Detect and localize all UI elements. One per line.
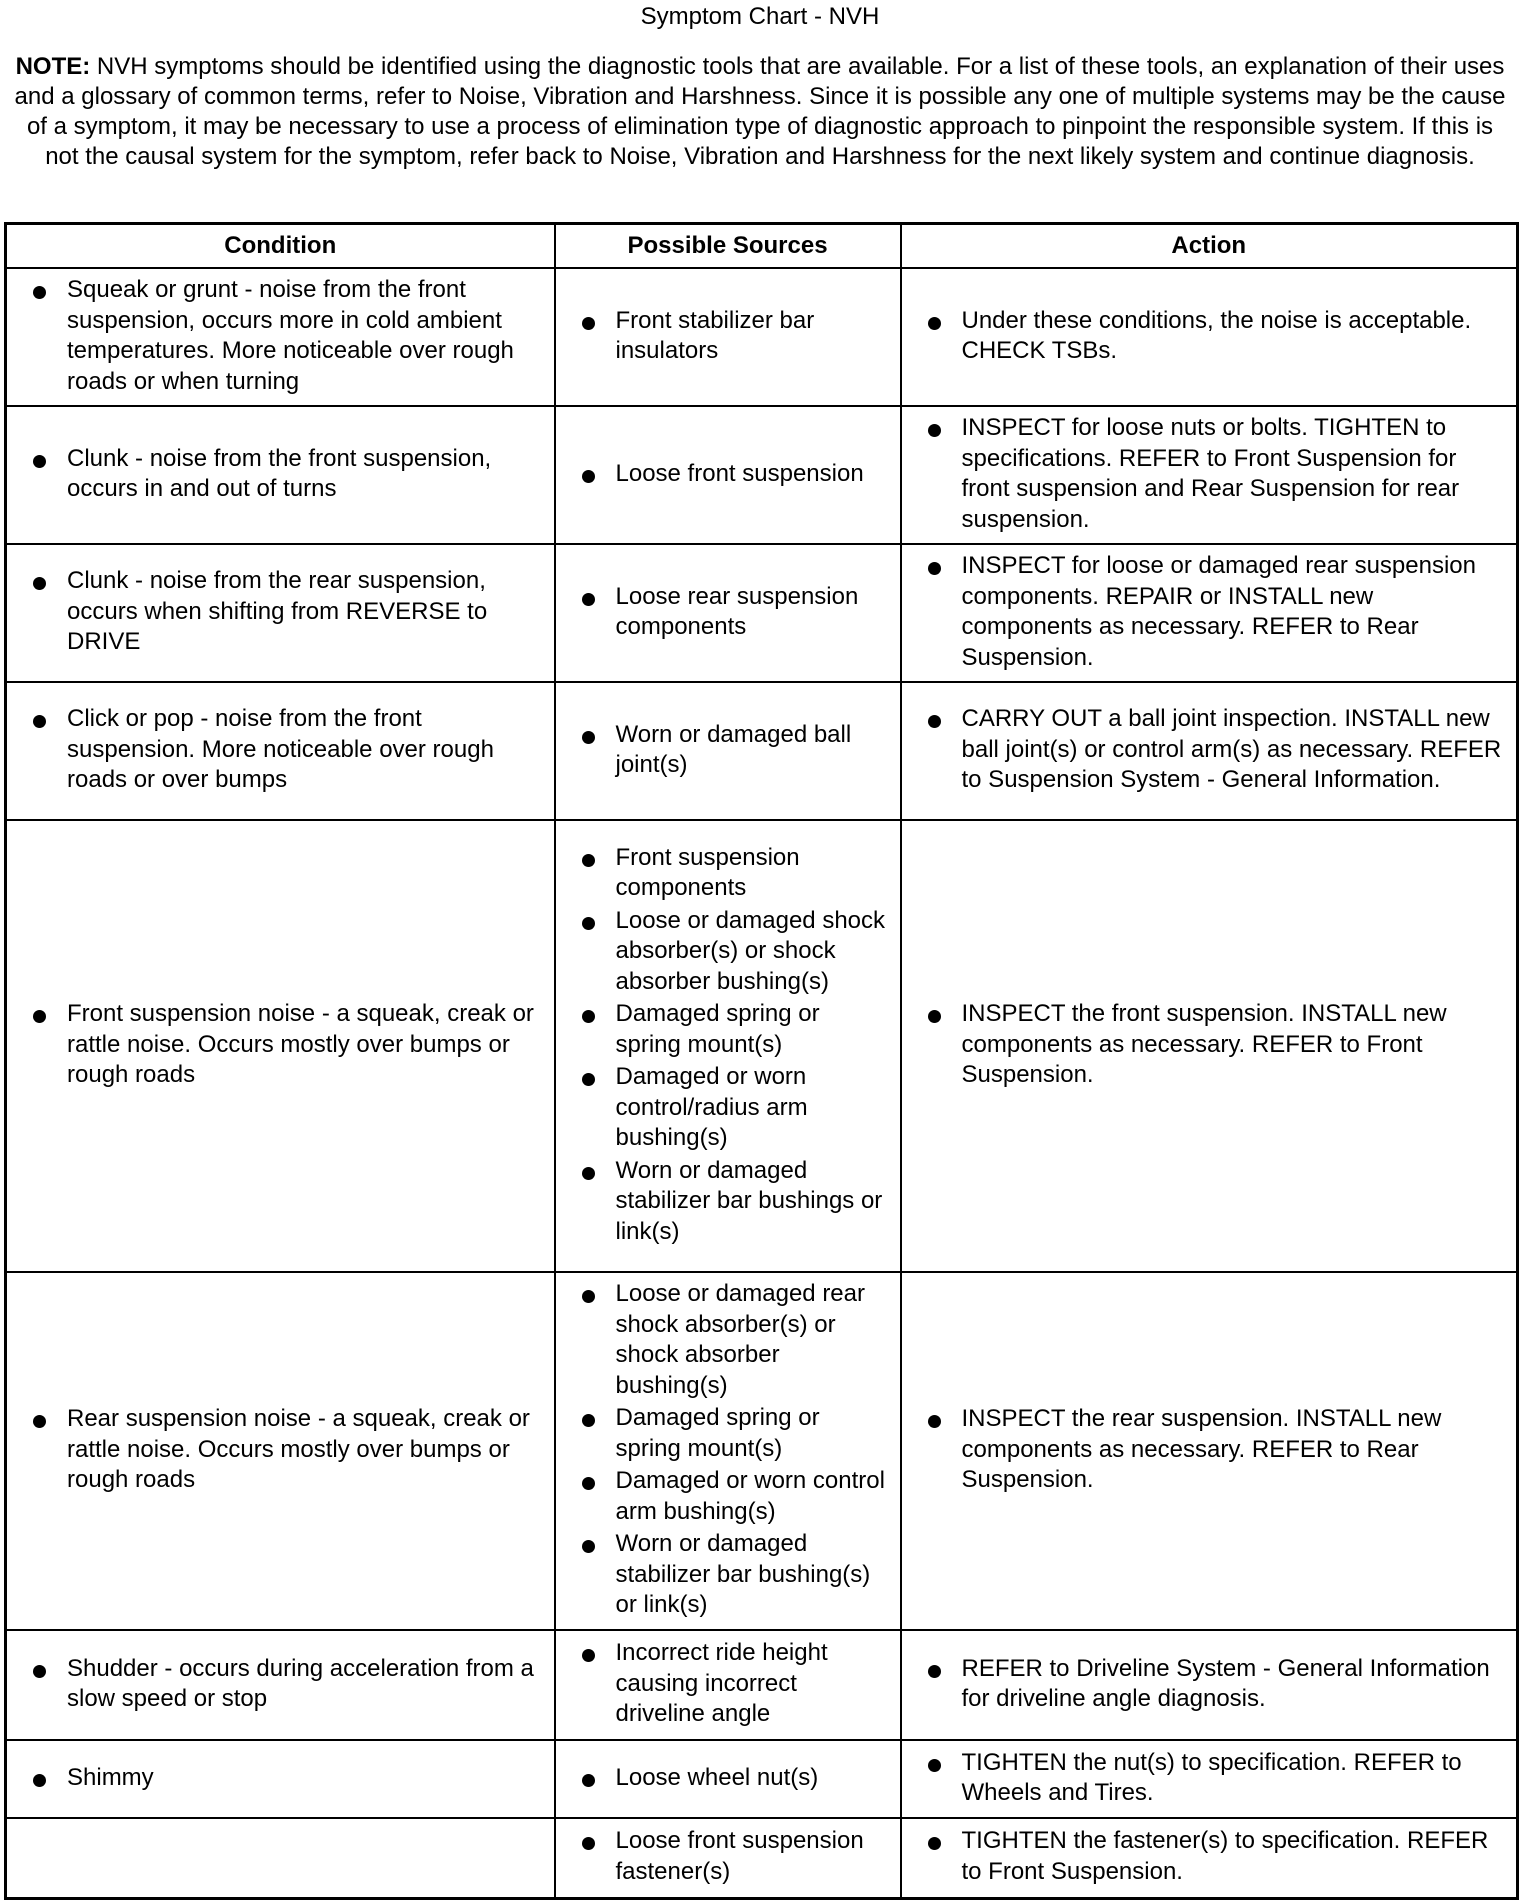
bullet-list [914,999,1507,1091]
list-item: Loose front suspension fastener(s) [568,1826,890,1887]
bullet-list [914,306,1507,367]
condition-cell [6,406,555,544]
list-item: CARRY OUT a ball joint inspection. INSTALL new ball joint(s) or control arm(s) as necessary. REFER to Suspension System - General Information. [914,704,1507,796]
table-row [6,1818,1518,1898]
bullet-list [19,566,544,658]
list-item: Damaged spring or spring mount(s) [568,999,890,1060]
bullet-list [568,459,890,490]
list-item: INSPECT for loose nuts or bolts. TIGHTEN to specifications. REFER to Front Suspension for front suspension and Rear Suspension for rear suspension. [914,413,1507,535]
list-item: REFER to Driveline System - General Information for driveline angle diagnosis. [914,1654,1507,1715]
header-action: Action [901,224,1518,269]
page-title: Symptom Chart - NVH [640,3,880,30]
list-item: Loose front suspension [568,459,890,490]
bullet-list [19,275,544,397]
condition-cell [6,544,555,682]
list-item: Loose or damaged shock absorber(s) or shock absorber bushing(s) [568,906,890,998]
action-cell [901,1272,1518,1630]
condition-cell [6,682,555,820]
list-item: Loose wheel nut(s) [568,1763,890,1794]
bullet-list [568,1279,890,1621]
action-cell [901,820,1518,1272]
list-item: INSPECT for loose or damaged rear suspension components. REPAIR or INSTALL new components as necessary. REFER to Rear Suspension. [914,551,1507,673]
table-row [6,406,1518,544]
bullet-list [19,1654,544,1715]
bullet-list [914,413,1507,535]
bullet-list [568,1638,890,1730]
list-item: Worn or damaged stabilizer bar bushing(s) or link(s) [568,1529,890,1621]
list-item: Loose rear suspension components [568,582,890,643]
possible-sources-cell [555,682,901,820]
list-item: Incorrect ride height causing incorrect driveline angle [568,1638,890,1730]
list-item: Worn or damaged stabilizer bar bushings or link(s) [568,1156,890,1248]
list-item: Under these conditions, the noise is acceptable. CHECK TSBs. [914,306,1507,367]
action-cell [901,1818,1518,1898]
action-cell [901,544,1518,682]
note-label: NOTE: [15,53,91,80]
possible-sources-cell [555,820,901,1272]
possible-sources-cell [555,268,901,406]
list-item: Shudder - occurs during acceleration from a slow speed or stop [19,1654,544,1715]
list-item: Front stabilizer bar insulators [568,306,890,367]
list-item: TIGHTEN the nut(s) to specification. REFER to Wheels and Tires. [914,1748,1507,1809]
table-row [6,1272,1518,1630]
bullet-list [19,704,544,796]
bullet-list [19,999,544,1091]
bullet-list [568,720,890,781]
condition-cell [6,1818,555,1898]
possible-sources-cell [555,406,901,544]
condition-cell [6,1272,555,1630]
bullet-list [914,1748,1507,1809]
list-item: Front suspension components [568,843,890,904]
list-item: Damaged or worn control/radius arm bushing(s) [568,1062,890,1154]
list-item: Worn or damaged ball joint(s) [568,720,890,781]
action-cell [901,1630,1518,1740]
list-item: Loose or damaged rear shock absorber(s) or shock absorber bushing(s) [568,1279,890,1401]
action-cell [901,682,1518,820]
bullet-list [19,1763,544,1794]
bullet-list [914,1654,1507,1715]
table-row [6,544,1518,682]
bullet-list [568,843,890,1248]
bullet-list [914,1404,1507,1496]
table-row [6,820,1518,1272]
bullet-list [19,1404,544,1496]
bullet-list [914,551,1507,673]
list-item: Rear suspension noise - a squeak, creak or rattle noise. Occurs mostly over bumps or rough roads [19,1404,544,1496]
list-item: TIGHTEN the fastener(s) to specification. REFER to Front Suspension. [914,1826,1507,1887]
action-cell [901,406,1518,544]
action-cell [901,1740,1518,1818]
bullet-list [568,1763,890,1794]
bullet-list [568,1826,890,1887]
list-item: INSPECT the rear suspension. INSTALL new components as necessary. REFER to Rear Suspension. [914,1404,1507,1496]
table-row [6,1630,1518,1740]
table-row [6,1740,1518,1818]
list-item: Front suspension noise - a squeak, creak or rattle noise. Occurs mostly over bumps or rough roads [19,999,544,1091]
list-item: Shimmy [19,1763,544,1794]
header-condition: Condition [6,224,555,269]
bullet-list [568,582,890,643]
list-item: Damaged or worn control arm bushing(s) [568,1466,890,1527]
list-item: INSPECT the front suspension. INSTALL new components as necessary. REFER to Front Suspension. [914,999,1507,1091]
list-item: Squeak or grunt - noise from the front suspension, occurs more in cold ambient temperatures. More noticeable over rough roads or when turning [19,275,544,397]
note-text: NVH symptoms should be identified using the diagnostic tools that are available. For a list of these tools, an explanation of their uses and a glossary of common terms, refer to Noise, Vibration and Harshness. Since it is possible any one of multiple systems may be the cause of a symptom, it may be necessary to use a process of elimination type of diagnostic approach to pinpoint the responsible system. If this is not the causal system for the symptom, refer back to Noise, Vibration and Harshness for the next likely system and continue diagnosis. [14,53,1506,170]
possible-sources-cell [555,544,901,682]
symptom-chart-table [4,222,1519,1900]
list-item: Clunk - noise from the rear suspension, occurs when shifting from REVERSE to DRIVE [19,566,544,658]
condition-cell [6,820,555,1272]
bullet-list [19,444,544,505]
note-paragraph [8,52,1512,172]
possible-sources-cell [555,1818,901,1898]
bullet-list [914,704,1507,796]
table-row [6,268,1518,406]
list-item: Clunk - noise from the front suspension, occurs in and out of turns [19,444,544,505]
possible-sources-cell [555,1740,901,1818]
list-item: Damaged spring or spring mount(s) [568,1403,890,1464]
possible-sources-cell [555,1272,901,1630]
table-body [6,268,1518,1898]
condition-cell [6,268,555,406]
action-cell [901,268,1518,406]
bullet-list [568,306,890,367]
list-item: Click or pop - noise from the front suspension. More noticeable over rough roads or over bumps [19,704,544,796]
bullet-list [914,1826,1507,1887]
condition-cell [6,1740,555,1818]
header-possible-sources: Possible Sources [555,224,901,269]
table-header-row [6,224,1518,269]
condition-cell [6,1630,555,1740]
possible-sources-cell [555,1630,901,1740]
table-row [6,682,1518,820]
